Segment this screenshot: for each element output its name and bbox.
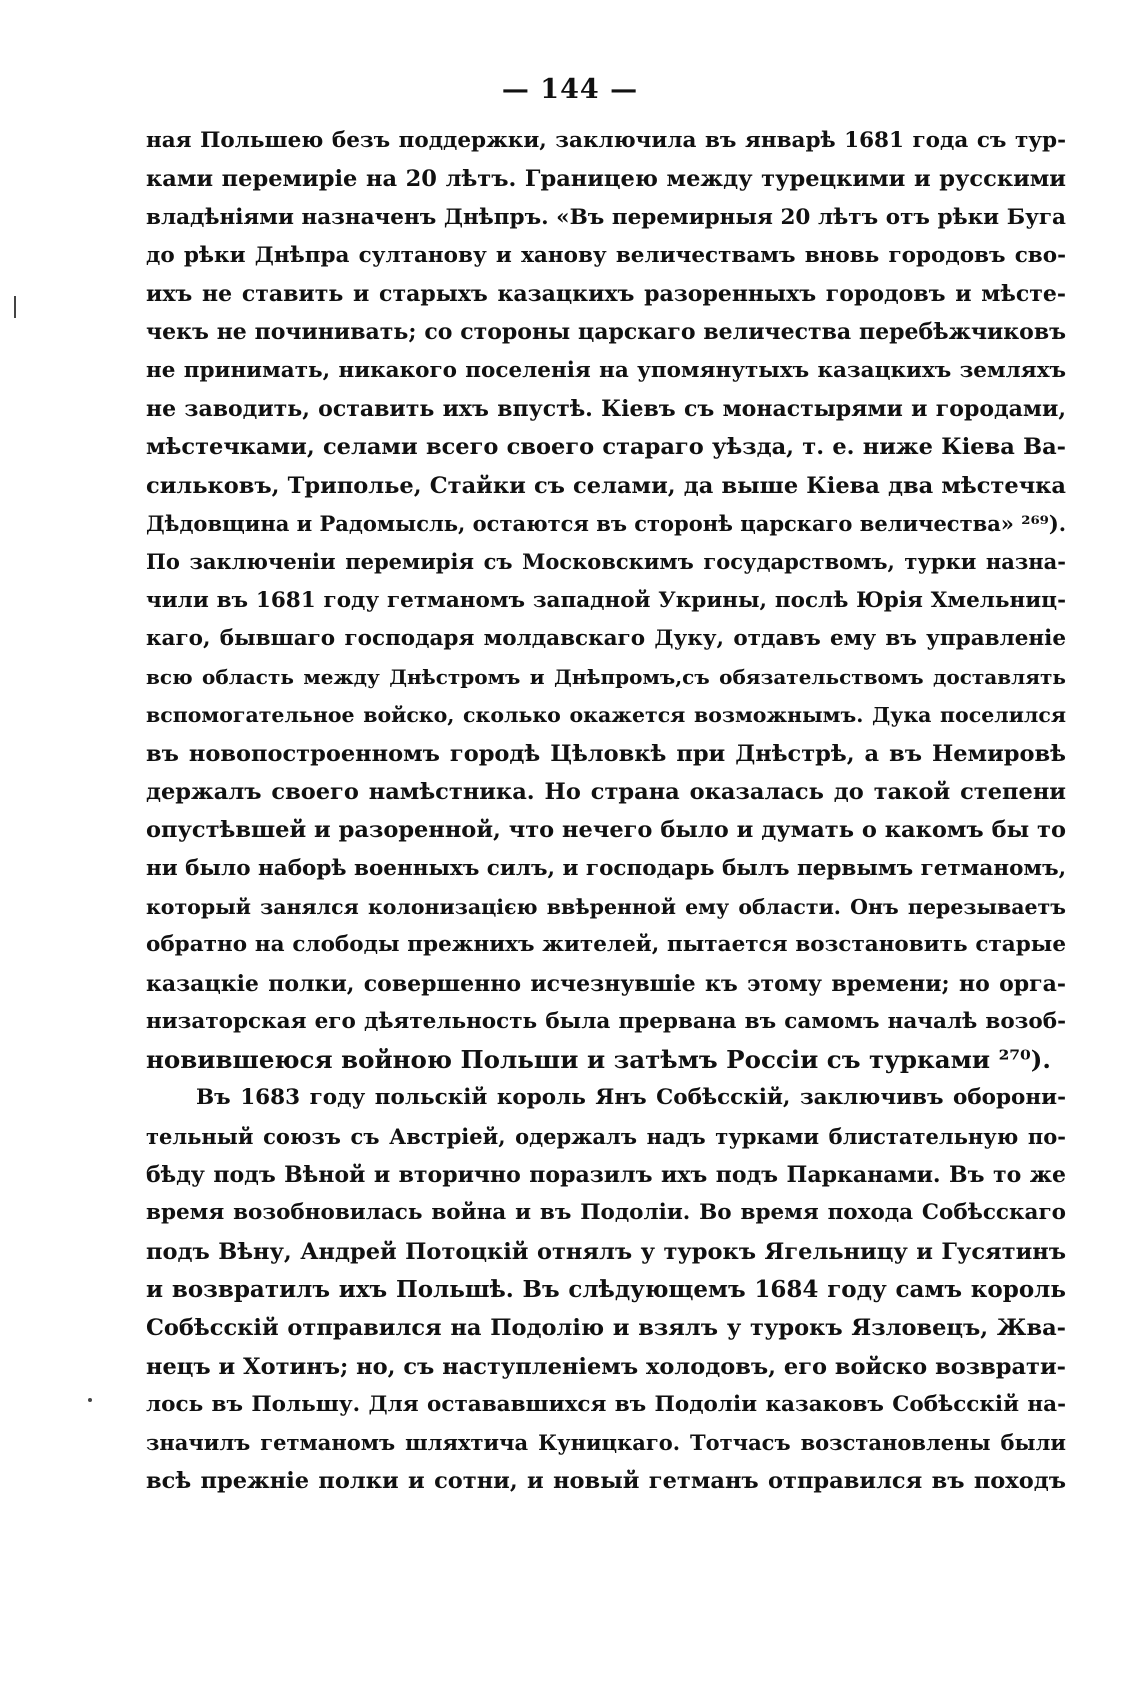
text-line: подъ Вѣну, Андрей Потоцкій отнялъ у турокъ Ягельницу и Гусятинъ: [146, 1238, 1066, 1265]
text-line: мѣстечками, селами всего своего стараго уѣзда, т. е. ниже Кіева Ва-: [146, 434, 1066, 461]
text-line: новившеюся войною Польши и затѣмъ Россіи съ турками ²⁷⁰).: [146, 1045, 1051, 1075]
text-line: каго, бывшаго господаря молдавскаго Дуку, отдавъ ему въ управленіе: [146, 625, 1066, 651]
text-line: въ новопостроенномъ городѣ Цѣловкѣ при Днѣстрѣ, а въ Немировѣ: [146, 740, 1066, 767]
text-line: нецъ и Хотинъ; но, съ наступленіемъ холодовъ, его войско возврати-: [146, 1353, 1066, 1380]
text-line: который занялся колонизацією ввѣренной ему области. Онъ перезываетъ: [146, 894, 1066, 919]
text-line: Дѣдовщина и Радомысль, остаются въ сторонѣ царскаго величества» ²⁶⁹).: [146, 510, 1066, 536]
text-line: обратно на слободы прежнихъ жителей, пытается возстановить старые: [146, 932, 1066, 958]
text-line: ни было наборѣ военныхъ силъ, и господарь былъ первымъ гетманомъ,: [146, 855, 1066, 881]
text-line: владѣніями назначенъ Днѣпръ. «Въ перемирныя 20 лѣтъ отъ рѣки Буга: [146, 204, 1066, 230]
text-line: всѣ прежніе полки и сотни, и новый гетманъ отправился въ походъ: [146, 1468, 1066, 1495]
paragraph-2: [146, 1079, 1066, 1500]
text-line: сильковъ, Триполье, Стайки съ селами, да выше Кіева два мѣстечка: [146, 472, 1066, 499]
text-line: чили въ 1681 году гетманомъ западной Укрины, послѣ Юрія Хмельниц-: [146, 587, 1066, 613]
text-line: низаторская его дѣятельность была прервана въ самомъ началѣ возоб-: [146, 1008, 1066, 1034]
text-line: Собѣсскій отправился на Подолію и взялъ у турокъ Язловецъ, Жва-: [146, 1315, 1066, 1342]
text-line: лось въ Польшу. Для остававшихся въ Подоліи казаковъ Собѣсскій на-: [146, 1391, 1066, 1417]
text-line: бѣду подъ Вѣной и вторично поразилъ ихъ подъ Парканами. Въ то же: [146, 1162, 1066, 1189]
text-line: всю область между Днѣстромъ и Днѣпромъ,съ обязательствомъ доставлять: [146, 665, 1066, 690]
text-line: ками перемиріе на 20 лѣтъ. Границею между турецкими и русскими: [146, 166, 1066, 193]
text-line: время возобновилась война и въ Подоліи. Во время похода Собѣсскаго: [146, 1200, 1066, 1226]
page-number: — 144 —: [501, 74, 639, 105]
text-line: чекъ не починивать; со стороны царскаго величества перебѣжчиковъ: [146, 319, 1066, 346]
text-line: не принимать, никакого поселенія на упомянутыхъ казацкихъ земляхъ: [146, 357, 1066, 383]
text-line: до рѣки Днѣпра султанову и ханову величествамъ вновь городовъ сво-: [146, 242, 1066, 268]
text-line: опустѣвшей и разоренной, что нечего было и думать о какомъ бы то: [146, 817, 1066, 844]
text-line: По заключеніи перемирія съ Московскимъ государствомъ, турки назна-: [146, 549, 1066, 575]
margin-mark-bottom: [88, 1398, 92, 1402]
paragraph-1: [146, 122, 1066, 1079]
text-line: вспомогательное войско, сколько окажется возможнымъ. Дука поселился: [146, 703, 1066, 728]
text-line: казацкіе полки, совершенно исчезнувшіе къ этому времени; но орга-: [146, 970, 1066, 997]
text-line: тельный союзъ съ Австріей, одержалъ надъ турками блистательную по-: [146, 1123, 1066, 1149]
text-line: ихъ не ставить и старыхъ казацкихъ разоренныхъ городовъ и мѣсте-: [146, 281, 1066, 308]
text-line: Въ 1683 году польскій король Янъ Собѣсскій, заключивъ оборони-: [196, 1085, 1066, 1111]
text-line: ная Польшею безъ поддержки, заключила въ январѣ 1681 года съ тур-: [146, 128, 1066, 153]
text-line: держалъ своего намѣстника. Но страна оказалась до такой степени: [146, 779, 1066, 806]
text-line: не заводить, оставить ихъ впустѣ. Кіевъ съ монастырями и городами,: [146, 396, 1066, 423]
text-line: значилъ гетманомъ шляхтича Куницкаго. Тотчасъ возстановлены были: [146, 1430, 1066, 1456]
text-line: и возвратилъ ихъ Польшѣ. Въ слѣдующемъ 1684 году самъ король: [146, 1275, 1066, 1303]
body-text: [146, 122, 1066, 1501]
margin-mark-top: [14, 296, 16, 318]
